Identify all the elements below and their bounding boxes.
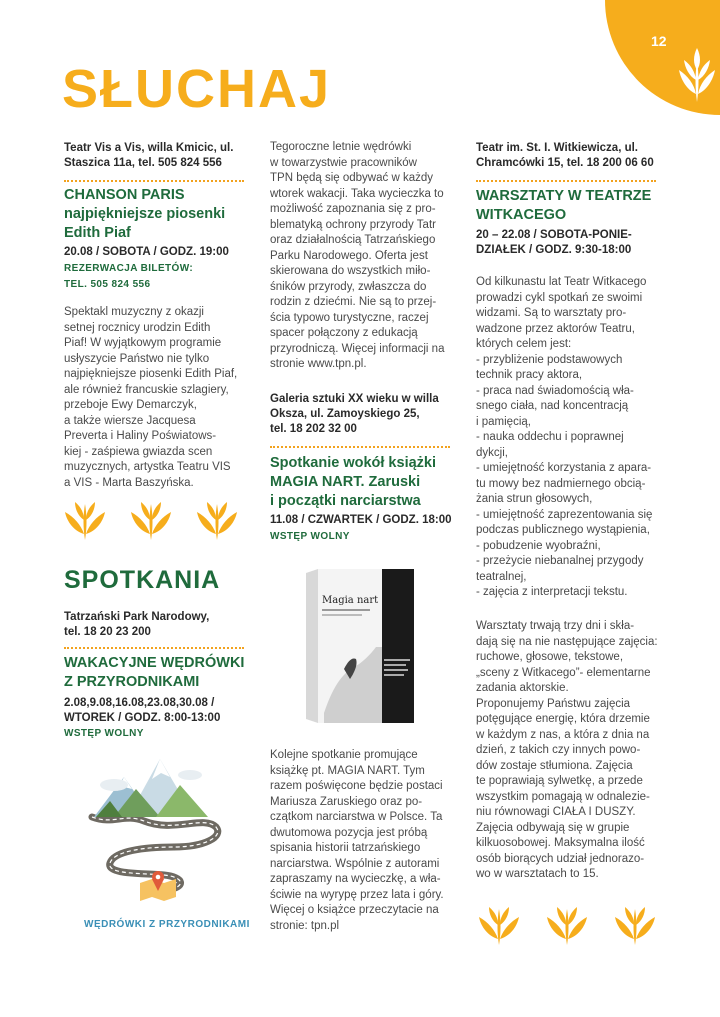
event-date-ksiazka: 11.08 / CZWARTEK / GODZ. 18:00 (270, 514, 452, 526)
event-title-wedrowki: WAKACYJNE WĘDRÓWKI Z PRZYRODNIKAMI (64, 655, 245, 690)
illustration-caption: WĘDRÓWKI Z PRZYRODNIKAMI (84, 919, 250, 930)
wheat-icon (194, 498, 240, 540)
section-title-spotkania: SPOTKANIA (64, 566, 221, 594)
warsztaty-description-goals: Od kilkunastu lat Teatr Witkacego prowadzi cykl spotkań ze swoimi widzami. Są to warsztaty pro- wadzone przez aktorów Teatru, których celem jest: - przybliżenie podstawowych technik pracy aktora, - praca nad świadomością wła- snego ciała, nad koncentracją i pamięcią, - nauka oddechu i poprawnej dykcji, - umiejętność korzystania z apara- tu mowy bez nadmiernego obcią- żania strun głosowych, - umiejętność zaprezentowania się podczas publicznego wystąpienia, - pobudzenie wyobraźni, - przeżycie niebanalnej przygody teatralnej, - zajęcia z interpretacji tekstu. (476, 276, 653, 598)
event-title-warsztaty: WARSZTATY W TEATRZE WITKACEGO (476, 188, 652, 223)
divider (64, 180, 244, 182)
event-date-warsztaty: 20 – 22.08 / SOBOTA-PONIE- DZIAŁEK / GODZ. 9:30-18:00 (476, 229, 632, 256)
wheat-icon (612, 903, 658, 945)
page-number: 12 (651, 33, 667, 49)
book-title-text: Magia nart (322, 595, 379, 606)
event-title-ksiazka: Spotkanie wokół książki MAGIA NART. Zaruski i początki narciarstwa (270, 455, 436, 509)
wheat-ornament-row (476, 903, 658, 945)
free-entry-badge: WSTĘP WOLNY (270, 531, 350, 542)
venue-vis-a-vis: Teatr Vis a Vis, willa Kmicic, ul. Staszica 11a, tel. 505 824 556 (64, 142, 234, 169)
mountain-trail-illustration (84, 755, 226, 903)
wheat-icon (128, 498, 174, 540)
venue-teatr-witkacego: Teatr im. St. I. Witkiewicza, ul. Chramcówki 15, tel. 18 200 06 60 (476, 142, 654, 169)
free-entry-badge: WSTĘP WOLNY (64, 728, 144, 739)
divider (270, 446, 450, 448)
event-date-chanson: 20.08 / SOBOTA / GODZ. 19:00 (64, 246, 229, 258)
event-date-wedrowki: 2.08,9.08,16.08,23.08,30.08 / WTOREK / GODZ. 8:00-13:00 (64, 697, 221, 724)
event-description-ksiazka: Kolejne spotkanie promujące książkę pt. MAGIA NART. Tym razem poświęcone będzie postaci Mariusza Zaruskiego oraz po- czątkom narciarstwa w Polsce. Ta dwutomowa pozycja jest próbą spisania historii tatrzańskiego narciarstwa. Wspólnie z autorami zapraszamy na wycieczkę, a wła- ściwie na wyrypę przez lata i góry. Więcej o książce przeczytacie na stronie: tpn.pl (270, 749, 444, 932)
wheat-icon (544, 903, 590, 945)
divider (64, 647, 244, 649)
venue-tpn: Tatrzański Park Narodowy, tel. 18 20 23 200 (64, 611, 210, 638)
wedrowki-description: Tegoroczne letnie wędrówki w towarzystwie pracowników TPN będą się odbywać w każdy wtorek wakacji. Taka wycieczka to możliwość zapoznania się z pro- blematyką ochrony przyrody Tatr oraz działalnością Tatrzańskiego Parku Narodowego. Oferta jest skierowana do wszystkich miło- śników przyrody, zwłaszcza do rodzin z dziećmi. Nie są to przej- ścia typowo turystyczne, raczej spacer połączony z edukacją przyrodniczą. Więcej informacji na stronie www.tpn.pl. (270, 141, 445, 370)
venue-oksza: Galeria sztuki XX wieku w willa Oksza, ul. Zamoyskiego 25, tel. 18 202 32 00 (270, 393, 439, 435)
corner-wheat-badge (605, 0, 720, 115)
wheat-ornament-row (62, 498, 240, 540)
event-description-chanson: Spektakl muzyczny z okazji setnej rocznicy urodzin Edith Piaf! W wyjątkowym programie usłyszycie Państwo nie tylko najpiękniejsze piosenki Edith Piaf, ale również francuskie szlagiery, przeboje Ewy Demarczyk, a także wiersze Jacquesa Preverta i Haliny Poświatows- kiej - zaśpiewa gwiazda scen muzycznych, artystka Teatru VIS a VIS - Marta Baszyńska. (64, 306, 238, 489)
wheat-icon (476, 903, 522, 945)
reservation-info: REZERWACJA BILETÓW: TEL. 505 824 556 (64, 263, 194, 290)
book-cover-magia-nart (304, 563, 416, 725)
wheat-icon (62, 498, 108, 540)
section-title-sluchaj: SŁUCHAJ (62, 59, 332, 119)
warsztaty-description-details: Warsztaty trwają trzy dni i skła- dają się na nie następujące zajęcia: ruchowe, głosowe, tekstowe, „sceny z Witkacego”- elementarne zadania aktorskie. Proponujemy Państwu zajęcia potęgujące energię, która drzemie w każdym z nas, a która z dnia na dzień, z takich czy innych powo- dów zostaje stłumiona. Zajęcia te poprawiają sylwetkę, a przede wszystkim pomagają w odnalezie- niu równowagi CIAŁA I DUSZY. Zajęcia odbywają się w grupie kilkuosobowej. Maksymalna ilość osób biorących udział jednorazo- wo w warsztatach to 15. (476, 620, 658, 880)
divider (476, 180, 656, 182)
event-title-chanson: CHANSON PARIS najpiękniejsze piosenki Edith Piaf (64, 187, 226, 241)
